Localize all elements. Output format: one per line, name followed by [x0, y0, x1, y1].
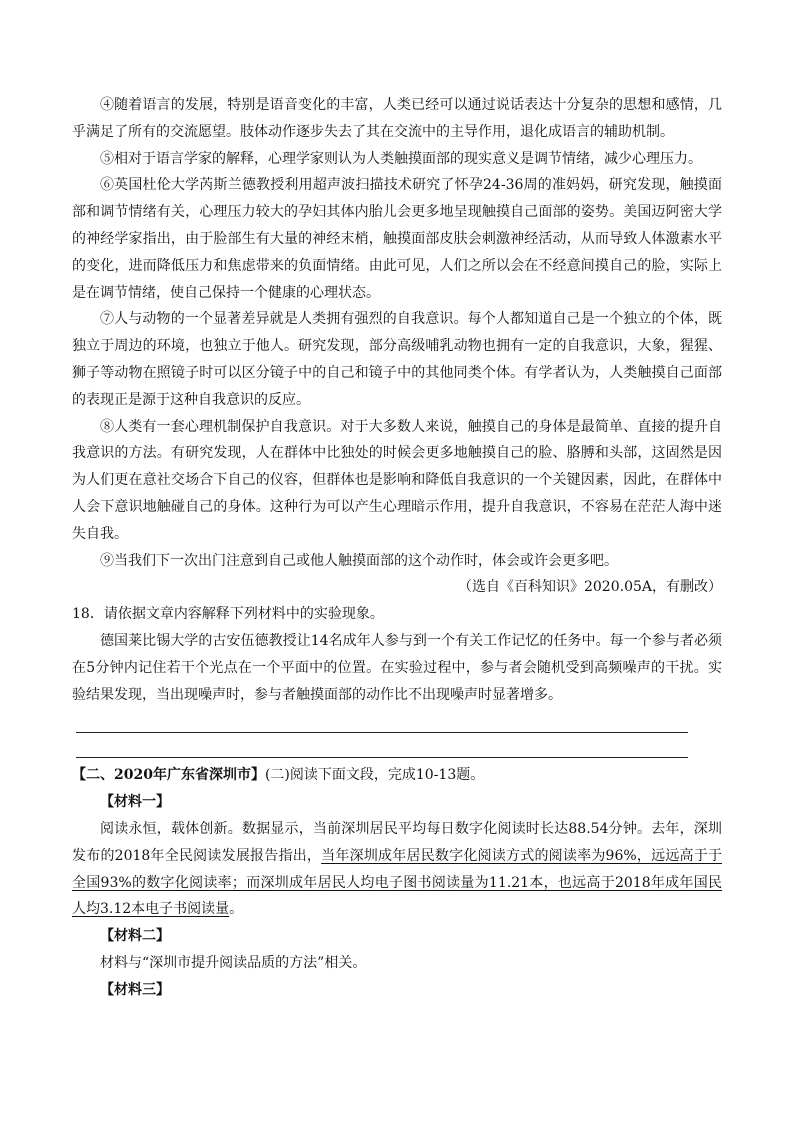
- section-2-heading: [72, 762, 722, 789]
- material-1-text-a: 阅读永恒，载体创新。数据显示，当前深圳居民平均每日数字化阅读时长达88.54分钟。去年，深圳发布的2018年全民阅读发展报告指出，: [72, 820, 722, 864]
- paragraph-8: ⑧人类有一套心理机制保护自我意识。对于大多数人来说，触摸自己的身体是最简单、直接的提升自我意识的方法。有研究发现，人在群体中比独处的时候会更多地触摸自己的脸、胳膊和头部，这固然是因为人们更在意社交场合下自己的仪容，但群体也是影响和降低自我意识的一个关键因素，因此，在群体中人会下意识地触碰自己的身体。这种行为可以产生心理暗示作用，提升自我意识，不容易在茫茫人海中迷失自我。: [72, 418, 722, 542]
- paragraph-4: ④随着语言的发展，特别是语音变化的丰富，人类已经可以通过说话表达十分复杂的思想和感情，几乎满足了所有的交流愿望。肢体动作逐步失去了其在交流中的主导作用，退化成语言的辅助机制。: [72, 97, 722, 140]
- paragraph-5: ⑤相对于语言学家的解释，心理学家则认为人类触摸面部的现实意义是调节情绪，减少心理压力。: [100, 150, 702, 167]
- material-3-label-line: [72, 977, 722, 1004]
- question-18-material: 德国莱比锡大学的古安伍德教授让14名成年人参与到一个有关工作记忆的任务中。每一个参与者必须在5分钟内记住若干个光点在一个平面中的位置。在实验过程中，参与者会随机受到高频噪声的干扰。实验结果发现，当出现噪声时，参与者触摸面部的动作比不出现噪声时显著增多。: [72, 632, 722, 703]
- paragraph-7: ⑦人与动物的一个显著差异就是人类拥有强烈的自我意识。每个人都知道自己是一个独立的个体，既独立于周边的环境，也独立于他人。研究发现，部分高级哺乳动物也拥有一定的自我意识，大象，猩猩、狮子等动物在照镜子时可以区分镜子中的自己和镜子中的其他同类个体。有学者认为，人类触摸自己面部的表现正是源于这种自我意识的反应。: [72, 311, 722, 408]
- material-2-label: 【材料二】: [100, 928, 170, 945]
- question-18-prompt: 18．请依据文章内容解释下列材料中的实验现象。: [72, 606, 384, 623]
- document-page: [72, 92, 722, 1004]
- section-2-title: 【二、2020年广东省深圳市】: [72, 767, 265, 784]
- material-1-text-b: 。: [229, 901, 244, 918]
- answer-line-1[interactable]: [76, 732, 688, 733]
- source-citation: （选自《百科知识》2020.05A，有删改）: [457, 579, 722, 596]
- material-1-label-line: [72, 789, 722, 816]
- material-1-underlined-text: 当年深圳成年居民数字化阅读方式的阅读率为96%，远远高于于全国93%的数字化阅读率；而深圳成年居民人均电子图书阅读量为11.21本，也远高于2018年成年国民人均3.12本电子书阅读量: [72, 847, 722, 918]
- paragraph-6: ⑥英国杜伦大学芮斯兰德教授利用超声波扫描技术研究了怀孕24-36周的准妈妈，研究发现，触摸面部和调节情绪有关，心理压力较大的孕妇其体内胎儿会更多地呈现触摸自己面部的姿势。美国迈阿密大学的神经学家指出，由于脸部生有大量的神经末梢，触摸面部皮肤会刺激神经活动，从而导致人体激素水平的变化，进而降低压力和焦虑带来的负面情绪。由此可见，人们之所以会在不经意间摸自己的脸，实际上是在调节情绪，使自己保持一个健康的心理状态。: [72, 177, 722, 301]
- material-2-label-line: [72, 923, 722, 950]
- paragraph-9: ⑨当我们下一次出门注意到自己或他人触摸面部的这个动作时，体会或许会更多吧。: [100, 552, 618, 569]
- material-1-text: [72, 816, 722, 923]
- material-2-text: 材料与“深圳市提升阅读品质的方法”相关。: [100, 954, 367, 971]
- answer-line-2[interactable]: [76, 757, 688, 758]
- section-2-instruction: (二)阅读下面文段，完成10-13题。: [264, 767, 485, 784]
- material-1-label: 【材料一】: [100, 794, 170, 811]
- material-3-label: 【材料三】: [100, 981, 170, 998]
